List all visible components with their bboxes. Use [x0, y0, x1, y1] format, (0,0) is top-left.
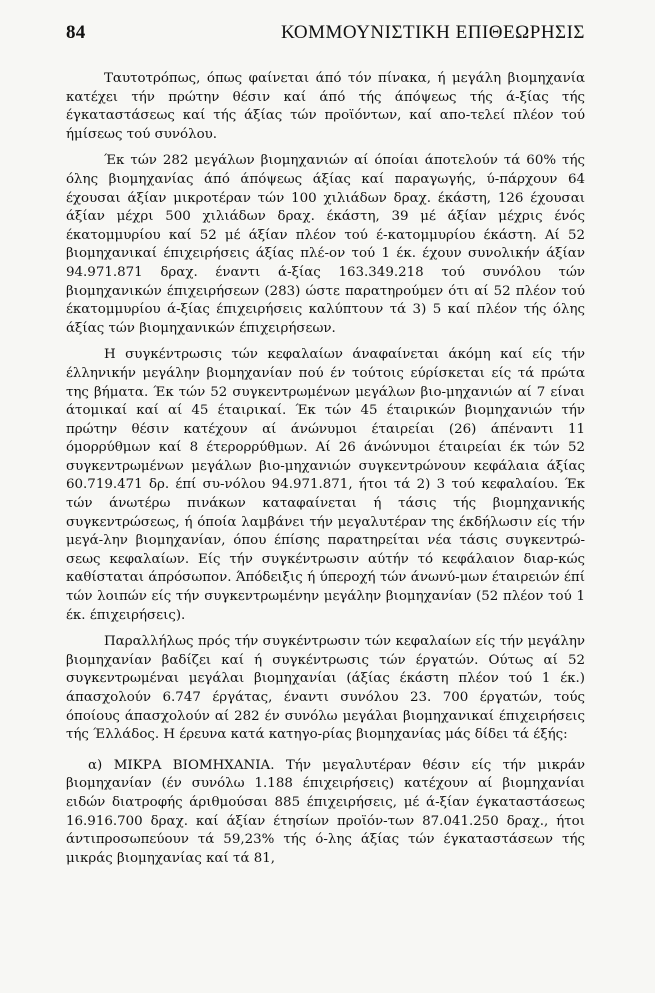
paragraph: Έκ τών 282 μεγάλων βιομηχανιών αί όποίαι άποτελούν τά 60% τής όλης βιομηχανίας άπό άπόψεως άξίας καί παραγωγής, ύ-πάρχουν 64 έχουσαι άξίαν μικροτέραν τών 100 χιλιάδων δραχ. έκάστη, 126 έχουσαι άξίαν μέχρι 500 χιλιάδων δραχ. έκάστη, 39 μέ άξίαν μέχρις ένός έκατομμυρίου καί 52 μέ άξίαν πλέον τού έ-κατομμυρίου έκάστη. Αί 52 βιομηχανικαί έπιχειρήσεις άξίας πλέ-ον τού 1 έκ. έχουν συνολικήν άξίαν 94.971.871 δραχ. έναντι ά-ξίας 163.349.218 τού συνόλου τών βιομηχανικών έπιχειρήσεων (283) ώστε παρατηρούμεν ότι αί 52 πλέον τού έκατομμυρίου ά-ξίας έπιχειρήσεις καλύπτουν τά 3) 5 καί πλέον τής όλης άξίας τών βιομηχανικών έπιχειρήσεων.: [66, 153, 585, 336]
page-header: [66, 22, 585, 44]
paragraph: Ταυτοτρόπως, όπως φαίνεται άπό τόν πίνακα, ή μεγάλη βιομηχανία κατέχει τήν πρώτην θέσιν καί άπό τής άπόψεως τής ά-ξίας τής έγκαταστάσεως καί τής άξίας τών προϊόντων, καί απο-τελεί πλέον τού ήμίσεως τού συνόλου.: [66, 71, 585, 142]
paragraph: Παραλλήλως πρός τήν συγκέντρωσιν τών κεφαλαίων είς τήν μεγάλην βιομηχανίαν βαδίζει καί ή συγκέντρωσις τών έργατών. Ούτως αί 52 συγκεντρωμέναι μεγάλαι βιομηχανίαι (άξίας έκάστη πλέον τού 1 έκ.) άπασχολούν 6.747 έργάτας, έναντι συνόλου 23. 700 έργατών, τούς όποίους άπασχολούν αί 282 έν συνόλω μεγάλαι βιομηχανικαί έπιχειρήσεις τής Έλλάδος. Η έρευνα κατά κατηγο-ρίας βιομηχανίας μάς δίδει τά έξής:: [66, 634, 585, 743]
journal-title: ΚΟΜΜΟΥΝΙΣΤΙΚΗ ΕΠΙΘΕΩΡΗΣΙΣ: [281, 22, 585, 43]
paragraph: Η συγκέντρωσις τών κεφαλαίων άναφαίνεται άκόμη καί είς τήν έλληνικήν μεγάλην βιομηχανίαν πού έν τούτοις εύρίσκεται είς τά πρώτα της βήματα. Έκ τών 52 συγκεντρωμένων μεγάλων βιο-μηχανιών αί 7 είναι άτομικαί καί αί 45 έταιρικαί. Έκ τών 45 έταιρικών βιομηχανιών τήν πρώτην θέσιν κατέχουν αί άνώνυμοι έταιρείαι (26) άπέναντι 11 όμορρύθμων καί 8 έτερορρύθμων. Αί 26 άνώνυμοι έταιρείαι έκ τών 52 συγκεντρωμένων μεγάλων βιο-μηχανιών συγκεντρώνουν κεφάλαια άξίας 60.719.471 δρ. έπί συ-νόλου 94.971.871, ήτοι τά 2) 3 τού κεφαλαίου. Έκ τών άνωτέρω πινάκων καταφαίνεται ή τάσις τής βιομηχανικής συγκεντρώσεως, ή όποία λαμβάνει τήν μεγαλυτέραν της έκδήλωσιν είς τήν μεγά-λην βιομηχανίαν, όπου έπίσης παρατηρείται νέα τάσις συγκεντρώ-σεως κεφαλαίων. Είς τήν συγκέντρωσιν αύτήν τό κεφάλαιον διαρ-κώς καθίσταται άπρόσωπον. Άπόδειξις ή ύπεροχή τών άνωνύ-μων έταιρειών έπί τών λοιπών είς τήν συγκεντρωμένην μεγάλην βιομηχανίαν (52 πλέον τού 1 έκ. έπιχειρήσεις).: [66, 347, 585, 623]
page-number: 84: [66, 22, 86, 43]
paragraph: α) ΜΙΚΡΑ ΒΙΟΜΗΧΑΝΙΑ. Τήν μεγαλυτέραν θέσιν είς τήν μικράν βιομηχανίαν (έν συνόλω 1.188 έπιχειρήσεις) κατέχουν αί βιομηχανίαι ειδών διατροφής άριθμούσαι 885 έπιχειρήσεις, μέ ά-ξίαν έγκαταστάσεως 16.916.700 δραχ. καί άξίαν έτησίων προϊόν-των 87.041.250 δραχ., ήτοι άντιπροσωπεύουν τά 59,23% τής ό-λης άξίας τών έγκαταστάσεων τής μικράς βιομηχανίας καί τά 81,: [66, 757, 585, 866]
article-body: [66, 70, 585, 868]
